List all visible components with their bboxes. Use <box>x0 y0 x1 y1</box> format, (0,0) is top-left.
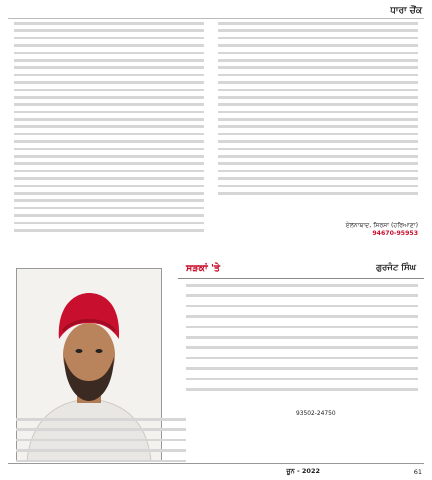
article-text-line <box>14 103 204 106</box>
article-text-line <box>218 185 418 188</box>
article-text-line <box>218 125 418 128</box>
poem-verse <box>186 326 418 329</box>
poem-title-divider <box>178 278 424 279</box>
poem-title: ਸੜਕਾਂ 'ਤੇ <box>186 263 220 274</box>
article-text-line <box>14 29 204 32</box>
poem-verse <box>186 336 418 339</box>
article-text-line <box>14 81 204 84</box>
article-text-line <box>14 125 204 128</box>
article-text-line <box>218 118 418 121</box>
article-text-line <box>218 155 418 158</box>
article-text-line <box>218 81 418 84</box>
poem-verse <box>16 428 186 431</box>
article-text-line <box>218 103 418 106</box>
poem-verse <box>16 418 186 421</box>
article-text-line <box>14 229 204 232</box>
article-text-line <box>14 192 204 195</box>
article-text-line <box>14 44 204 47</box>
article-text-line <box>218 140 418 143</box>
poem-verse <box>186 284 418 287</box>
article-text-line <box>14 37 204 40</box>
article-text-line <box>218 52 418 55</box>
article-text-line <box>218 74 418 77</box>
article-text-line <box>218 89 418 92</box>
article-text-line <box>14 66 204 69</box>
article-text-line <box>14 214 204 217</box>
article-paragraph <box>14 22 204 143</box>
poem-verse <box>186 357 418 360</box>
poem-verse <box>186 388 418 391</box>
article-text-line <box>218 133 418 136</box>
article-text-line <box>14 185 204 188</box>
article-text-line <box>14 96 204 99</box>
header-divider <box>8 18 424 19</box>
signature-phone: 94670-95953 <box>372 230 418 238</box>
article-text-line <box>218 59 418 62</box>
article-paragraph <box>14 148 204 195</box>
poem-verse <box>186 367 418 370</box>
article-text-line <box>218 111 418 114</box>
article-column-right <box>218 22 418 218</box>
article-text-line <box>14 89 204 92</box>
article-text-line <box>218 66 418 69</box>
article-text-line <box>218 37 418 40</box>
article-text-line <box>14 52 204 55</box>
article-text-line <box>218 22 418 25</box>
magazine-logo: ਧਾਰਾ ਚੌਂਕ <box>390 6 422 16</box>
poem-verse <box>16 460 186 463</box>
poem-verse <box>16 439 186 442</box>
article-paragraph <box>218 140 418 194</box>
article-text-line <box>14 207 204 210</box>
poem-verse <box>186 378 418 381</box>
article-text-line <box>14 118 204 121</box>
article-text-line <box>14 148 204 151</box>
poem-verse <box>186 315 418 318</box>
article-text-line <box>14 74 204 77</box>
article-text-line <box>14 170 204 173</box>
page-number: 61 <box>413 468 422 476</box>
article-text-line <box>14 162 204 165</box>
article-text-line <box>218 96 418 99</box>
article-text-line <box>14 22 204 25</box>
signature-place: ਏਲਨਾਬਾਦ, ਸਿਰਸਾ (ਹਰਿਆਣਾ) <box>345 222 418 229</box>
article-column-left <box>14 22 204 234</box>
article-text-line <box>218 148 418 151</box>
article-text-line <box>14 111 204 114</box>
article-text-line <box>218 192 418 195</box>
article-text-line <box>218 170 418 173</box>
poem-verse <box>186 305 418 308</box>
issue-month: ਜੂਨ - 2022 <box>286 467 320 475</box>
poem-verse <box>186 346 418 349</box>
article-signature <box>346 222 418 239</box>
poem-verse <box>186 294 418 297</box>
article-text-line <box>218 162 418 165</box>
article-text-line <box>14 155 204 158</box>
article-text-line <box>218 29 418 32</box>
article-text-line <box>14 133 204 136</box>
article-paragraph <box>14 199 204 234</box>
poet-address-phone: 93502-24750 <box>296 411 336 417</box>
poet-address <box>296 410 336 419</box>
article-text-line <box>14 199 204 202</box>
article-text-line <box>14 140 204 143</box>
footer-divider <box>8 463 424 464</box>
article-text-line <box>218 44 418 47</box>
article-paragraph <box>218 22 418 135</box>
poet-name: ਗੁਰਜੰਟ ਸਿੰਘ <box>376 263 416 273</box>
poem-verses-right <box>186 284 418 398</box>
article-text-line <box>218 177 418 180</box>
poem-verse <box>16 449 186 452</box>
article-text-line <box>14 222 204 225</box>
article-text-line <box>14 177 204 180</box>
article-text-line <box>14 59 204 62</box>
